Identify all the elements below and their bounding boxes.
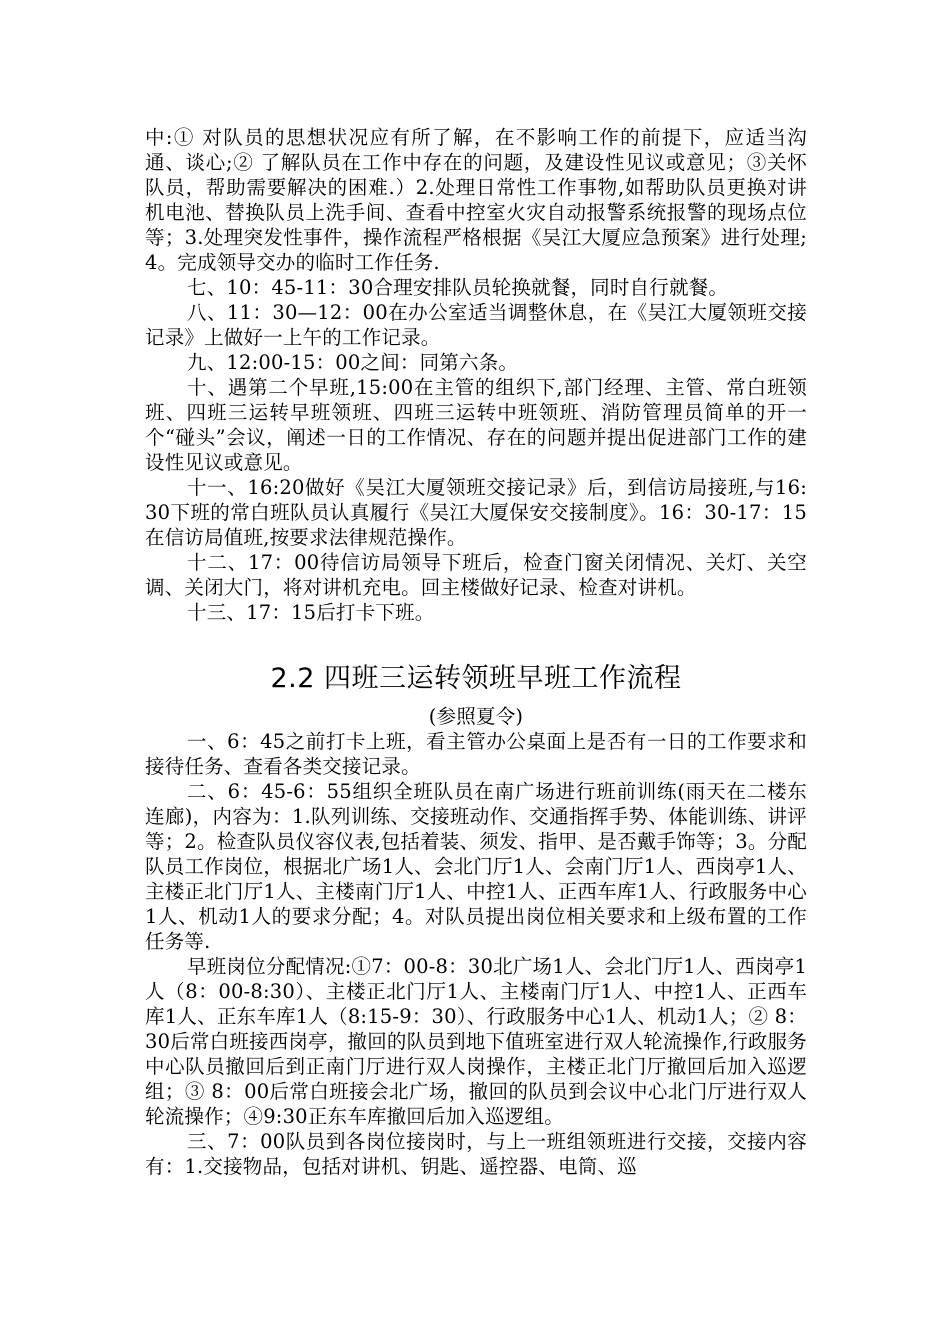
paragraph-item-10: 十、遇第二个早班,15:00在主管的组织下,部门经理、主管、常白班领班、四班三运转早班领班、四班三运转中班领班、消防管理员简单的开一个“碰头”会议，阐述一日的工作情况、存在的问题并提出促进部门工作的建设性见议或意见。	[145, 376, 807, 474]
section-note: (参照夏令)	[428, 705, 524, 728]
paragraph-step-3: 三、7：00队员到各岗位接岗时，与上一班组领班进行交接，交接内容有：1.交接物品，包括对讲机、钥匙、遥控器、电筒、巡	[145, 1130, 807, 1178]
section-title: 2.2 四班三运转领班早班工作流程	[270, 663, 682, 694]
paragraph-item-8: 八、11：30—12：00在办公室适当调整休息，在《吴江大厦领班交接记录》上做好一上午的工作记录。	[145, 301, 807, 349]
paragraph-item-13: 十三、17：15后打卡下班。	[187, 601, 435, 624]
paragraph-item-9: 九、12:00-15：00之间：同第六条。	[187, 351, 519, 374]
document-body	[145, 125, 807, 1179]
paragraph-step-2: 二、6：45-6：55组织全班队员在南广场进行班前训练(雨天在二楼东连廊)，内容为：1.队列训练、交接班动作、交通指挥手势、体能训练、讲评等；2。检查队员仪容仪表,包括着装、须发、指甲、是否戴手饰等；3。分配队员工作岗位，根据北广场1人、会北门厅1人、会南门厅1人、西岗亭1人、主楼正北门厅1人、主楼南门厅1人、中控1人、正西车库1人、行政服务中心1人、机动1人的要求分配；4。对队员提出岗位相关要求和上级布置的工作任务等.	[145, 780, 808, 953]
paragraph-shift-assignment: 早班岗位分配情况:①7：00-8：30北广场1人、会北门厅1人、西岗亭1人（8：00-8:30）、主楼正北门厅1人、主楼南门厅1人、中控1人、正西车库1人、正东车库1人（8:15-9：30）、行政服务中心1人、机动1人；② 8：30后常白班接西岗亭，撤回的队员到地下值班室进行双人轮流操作,行政服务中心队员撤回后到正南门厅进行双人岗操作，主楼正北门厅撤回后加入巡逻组；③ 8：00后常白班接会北广场，撤回的队员到会议中心北门厅进行双人轮流操作；④9:30正东车库撤回后加入巡逻组。	[145, 955, 808, 1128]
paragraph-item-12: 十二、17：00待信访局领导下班后，检查门窗关闭情况、关灯、关空调、关闭大门，将对讲机充电。回主楼做好记录、检查对讲机。	[145, 551, 807, 599]
paragraph-item-11: 十一、16:20做好《吴江大厦领班交接记录》后，到信访局接班,与16:30下班的常白班队员认真履行《吴江大厦保安交接制度》。16：30-17：15在信访局值班,按要求法律规范操作。	[145, 476, 807, 549]
paragraph-continuation: 中:① 对队员的思想状况应有所了解，在不影响工作的前提下，应适当沟通、谈心;② 了解队员在工作中存在的问题，及建设性见议或意见；③关怀队员，帮助需要解决的困难.）2.处理日常性工作事物,如帮助队员更换对讲机电池、替换队员上洗手间、查看中控室火灾自动报警系统报警的现场点位等；3.处理突发性事件，操作流程严格根据《吴江大厦应急预案》进行处理;4。完成领导交办的临时工作任务.	[145, 126, 807, 274]
paragraph-step-1: 一、6：45之前打卡上班，看主管办公桌面上是否有一日的工作要求和接待任务、查看各类交接记录。	[145, 730, 807, 778]
paragraph-item-7: 七、10：45-11：30合理安排队员轮换就餐，同时自行就餐。	[187, 276, 729, 299]
